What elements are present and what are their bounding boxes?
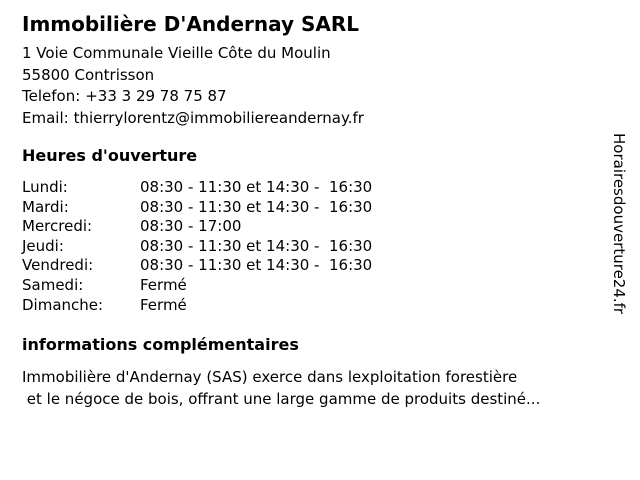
hours-row-monday [22,178,640,198]
hours-row-saturday [22,276,640,296]
hours-row-wednesday [22,217,640,237]
email-label: Email: [22,108,69,127]
day-label: Mercredi: [22,217,93,236]
info-line: et le négoce de bois, offrant une large gamme de produits destiné... [22,390,541,409]
site-watermark: Horairesdouverture24.fr [610,133,628,315]
hours-row-friday [22,256,640,276]
time-value: 08:30 - 11:30 et 14:30 - 16:30 [140,197,373,216]
time-value: 08:30 - 17:00 [140,217,242,236]
phone-line [22,86,640,108]
address-street: 1 Voie Communale Vieille Côte du Moulin [22,44,331,62]
day-label: Vendredi: [22,256,94,275]
additional-info-text [22,366,640,410]
hours-row-sunday [22,296,640,316]
time-value: 08:30 - 11:30 et 14:30 - 16:30 [140,256,373,275]
time-value: 08:30 - 11:30 et 14:30 - 16:30 [140,178,373,196]
hours-row-thursday [22,237,640,257]
info-line: Immobilière d'Andernay (SAS) exerce dans lexploitation forestière [22,368,518,387]
time-value: Fermé [140,275,187,294]
phone-value: +33 3 29 78 75 87 [85,87,227,105]
email-value: thierrylorentz@immobiliereandernay.fr [73,108,364,127]
additional-info-heading: informations complémentaires [22,335,299,355]
day-label: Jeudi: [22,236,64,255]
day-label: Samedi: [22,275,84,294]
email-line [22,108,640,130]
business-name: Immobilière D'Andernay SARL [22,12,360,36]
hours-heading: Heures d'ouverture [22,146,198,165]
time-value: Fermé [140,295,187,314]
day-label: Dimanche: [22,295,104,314]
phone-label: Telefon: [22,87,81,105]
hours-row-tuesday [22,198,640,218]
hours-table [22,178,640,315]
address-city: 55800 Contrisson [22,65,155,84]
time-value: 08:30 - 11:30 et 14:30 - 16:30 [140,236,373,255]
contact-block [22,43,640,129]
day-label: Lundi: [22,178,68,196]
day-label: Mardi: [22,197,69,216]
